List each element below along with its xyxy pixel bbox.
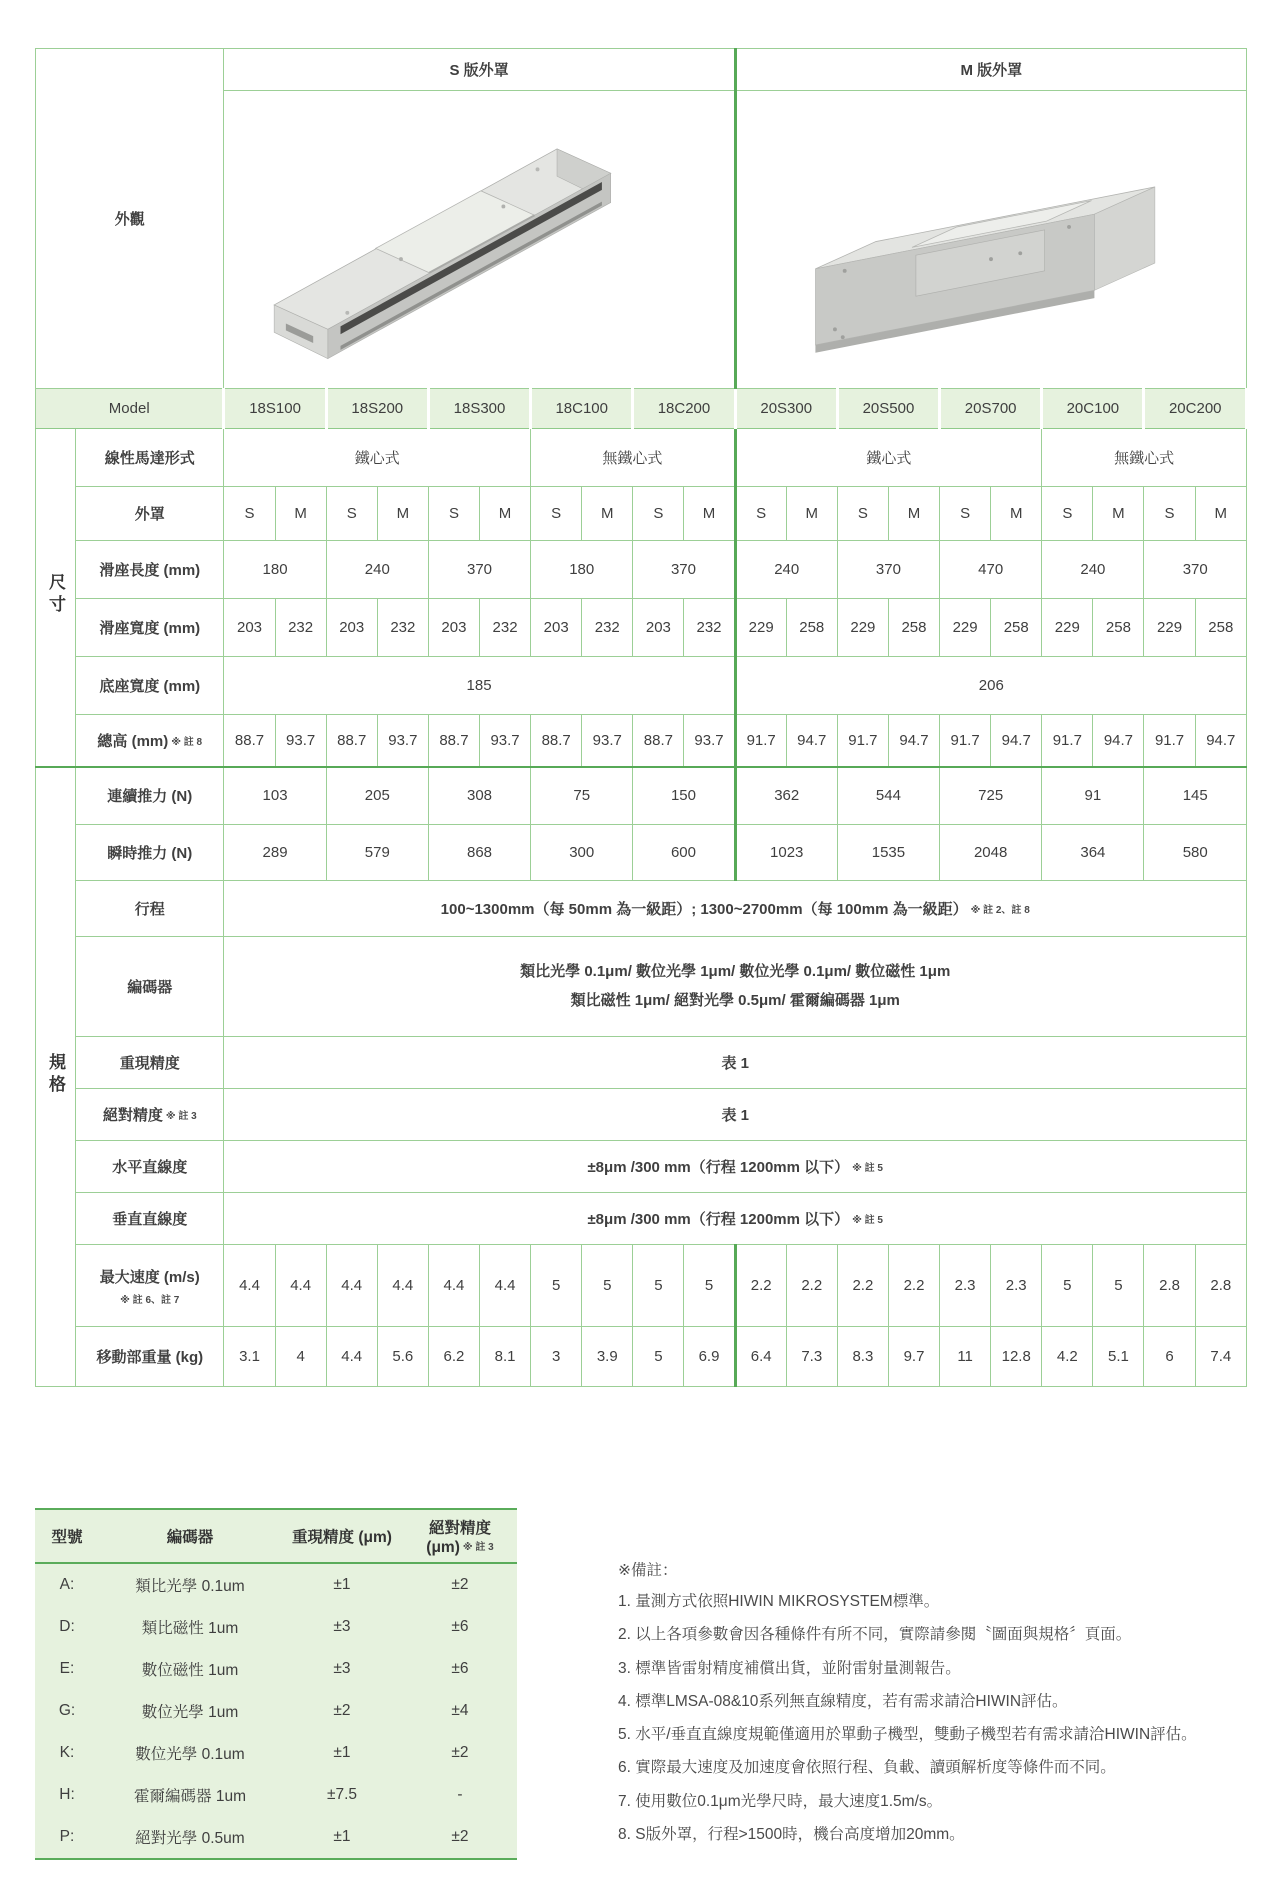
- slider-width-cell: 232: [275, 599, 326, 657]
- base-width-cell: 185: [224, 657, 735, 715]
- enc-repeatability-cell: ±1: [333, 1744, 351, 1761]
- slider-length-cell: 470: [940, 541, 1042, 599]
- moving-weight-cell: 4.4: [326, 1327, 377, 1387]
- group-label-specs: [36, 767, 76, 1387]
- encoder-table-row: [35, 1648, 517, 1690]
- slider-width-cell: 258: [1093, 599, 1144, 657]
- enc-absolute-cell: ±6: [451, 1618, 469, 1635]
- max-speed-cell: 2.2: [735, 1245, 786, 1327]
- cover-type-cell: M: [480, 487, 531, 541]
- vertical-straightness-note: ※ 註 5: [852, 1215, 883, 1226]
- base-width-cell: 206: [735, 657, 1246, 715]
- enc-encoder-cell: 數位光學 0.1um: [135, 1746, 245, 1763]
- enc-repeatability-cell: ±1: [333, 1576, 351, 1593]
- moving-weight-cell: 4: [275, 1327, 326, 1387]
- enc-repeatability-cell: ±3: [333, 1618, 351, 1635]
- total-height-cell: 94.7: [991, 715, 1042, 767]
- peak-force-cell: 300: [531, 825, 633, 881]
- motor-type-cell: 鐵心式: [735, 429, 1042, 487]
- horizontal-straightness-note: ※ 註 5: [852, 1163, 883, 1174]
- continuous-force-cell: 544: [837, 767, 939, 825]
- slider-width-cell: 258: [888, 599, 939, 657]
- slider-length-cell: 240: [326, 541, 428, 599]
- enc-code-cell: D:: [59, 1618, 75, 1635]
- enc-header-repeatability: 重現精度 (μm): [281, 1509, 403, 1563]
- total-height-cell: 88.7: [531, 715, 582, 767]
- max-speed-cell: 2.2: [888, 1245, 939, 1327]
- peak-force-cell: 2048: [940, 825, 1042, 881]
- encoder-table-header-row: [35, 1509, 517, 1563]
- moving-weight-cell: 3.1: [224, 1327, 275, 1387]
- total-height-cell: 91.7: [735, 715, 786, 767]
- slider-width-cell: 232: [377, 599, 428, 657]
- max-speed-cell: 5: [633, 1245, 684, 1327]
- slider-length-cell: 180: [224, 541, 326, 599]
- row-label-total-height: [76, 715, 224, 767]
- motor-type-cell: 無鐵心式: [1042, 429, 1247, 487]
- max-speed-cell: 2.8: [1195, 1245, 1246, 1327]
- slider-width-cell: 203: [224, 599, 275, 657]
- moving-weight-cell: 6.4: [735, 1327, 786, 1387]
- max-speed-cell: 2.3: [940, 1245, 991, 1327]
- total-height-label-text: 總高 (mm): [97, 732, 169, 750]
- slider-length-cell: 240: [735, 541, 837, 599]
- specs-vertical-label: 規格: [46, 1052, 66, 1097]
- moving-weight-cell: 3: [531, 1327, 582, 1387]
- enc-code-cell: P:: [35, 1816, 99, 1859]
- enc-header-code: 型號: [35, 1509, 99, 1563]
- enc-encoder-cell: 數位光學 1um: [141, 1704, 239, 1721]
- model-name-cell: 18S300: [428, 389, 530, 429]
- cover-type-cell: S: [428, 487, 479, 541]
- total-height-cell: 88.7: [428, 715, 479, 767]
- moving-weight-cell: 3.9: [582, 1327, 633, 1387]
- enc-absolute-cell: ±2: [451, 1576, 469, 1593]
- dimensions-vertical-label: 尺寸: [46, 573, 66, 618]
- cover-type-cell: M: [1093, 487, 1144, 541]
- max-speed-cell: 5: [1093, 1245, 1144, 1327]
- total-height-cell: 91.7: [1042, 715, 1093, 767]
- cover-type-cell: S: [531, 487, 582, 541]
- moving-weight-cell: 8.3: [837, 1327, 888, 1387]
- continuous-force-cell: 362: [735, 767, 837, 825]
- total-height-cell: 93.7: [684, 715, 735, 767]
- motor-type-cell: 鐵心式: [224, 429, 531, 487]
- slider-length-cell: 370: [1144, 541, 1247, 599]
- moving-weight-cell: 5.6: [377, 1327, 428, 1387]
- encoder-table-row: [35, 1690, 517, 1732]
- continuous-force-cell: 91: [1042, 767, 1144, 825]
- slider-width-cell: 258: [786, 599, 837, 657]
- cover-type-cell: M: [377, 487, 428, 541]
- max-speed-cell: 5: [684, 1245, 735, 1327]
- stroke-value-cell: [224, 881, 1247, 937]
- enc-repeatability-cell: ±3: [333, 1660, 351, 1677]
- max-speed-cell: 2.8: [1144, 1245, 1195, 1327]
- encoder-value-cell: [224, 937, 1247, 1037]
- enc-repeatability-cell: ±1: [281, 1816, 403, 1859]
- slider-width-cell: 258: [1195, 599, 1246, 657]
- row-label-moving-weight: 移動部重量 (kg): [76, 1327, 224, 1387]
- slider-width-cell: 229: [1042, 599, 1093, 657]
- enc-code-cell: A:: [59, 1576, 75, 1593]
- row-label-slider-width: 滑座寬度 (mm): [76, 599, 224, 657]
- slider-length-cell: 240: [1042, 541, 1144, 599]
- total-height-cell: 91.7: [837, 715, 888, 767]
- cover-type-cell: M: [275, 487, 326, 541]
- continuous-force-cell: 308: [428, 767, 530, 825]
- model-name-cell: 18S100: [224, 389, 326, 429]
- cover-type-cell: M: [786, 487, 837, 541]
- continuous-force-cell: 145: [1144, 767, 1247, 825]
- moving-weight-cell: 7.3: [786, 1327, 837, 1387]
- encoder-table-row: [35, 1732, 517, 1774]
- horizontal-straightness-text: ±8μm /300 mm（行程 1200mm 以下）: [587, 1159, 850, 1176]
- max-speed-cell: 5: [531, 1245, 582, 1327]
- note-item: 6. 實際最大速度及加速度會依照行程、負載、讀頭解析度等條件而不同。: [618, 1759, 1116, 1777]
- model-name-cell: 20S500: [837, 389, 939, 429]
- cover-type-cell: S: [735, 487, 786, 541]
- slider-width-cell: 258: [991, 599, 1042, 657]
- cover-type-cell: S: [326, 487, 377, 541]
- max-speed-cell: 2.2: [837, 1245, 888, 1327]
- model-name-cell: 18S200: [326, 389, 428, 429]
- slider-length-cell: 370: [428, 541, 530, 599]
- encoder-table-row: [35, 1563, 517, 1606]
- encoder-accuracy-table: [35, 1508, 517, 1860]
- note-item: 1. 量測方式依照HIWIN MIKROSYSTEM標準。: [618, 1593, 940, 1610]
- moving-weight-cell: 7.4: [1195, 1327, 1246, 1387]
- note-item: 4. 標準LMSA-08&10系列無直線精度，若有需求請洽HIWIN評估。: [618, 1692, 1068, 1710]
- enc-code-cell: E:: [59, 1660, 75, 1677]
- stroke-note: ※ 註 2、註 8: [970, 905, 1030, 916]
- note-item: 7. 使用數位0.1μm光學尺時，最大速度1.5m/s。: [618, 1792, 943, 1810]
- peak-force-cell: 1535: [837, 825, 939, 881]
- continuous-force-cell: 205: [326, 767, 428, 825]
- enc-header-absolute-note: ※ 註 3: [462, 1541, 494, 1553]
- group-label-dimensions: [36, 429, 76, 767]
- horizontal-straightness-value-cell: [224, 1141, 1247, 1193]
- total-height-cell: 88.7: [326, 715, 377, 767]
- model-name-cell: 20C200: [1144, 389, 1247, 429]
- notes-section: [618, 1558, 1283, 1856]
- slider-length-cell: 370: [837, 541, 939, 599]
- row-label-encoder: 編碼器: [76, 937, 224, 1037]
- appearance-label-cell: 外觀: [36, 49, 224, 389]
- cover-type-cell: M: [1195, 487, 1246, 541]
- slider-width-cell: 229: [735, 599, 786, 657]
- slider-width-cell: 229: [837, 599, 888, 657]
- total-height-cell: 88.7: [633, 715, 684, 767]
- enc-header-absolute: [403, 1509, 517, 1563]
- repeatability-value-cell: 表 1: [224, 1037, 1247, 1089]
- row-label-absolute-accuracy: [76, 1089, 224, 1141]
- max-speed-cell: 4.4: [224, 1245, 275, 1327]
- model-name-cell: 18C100: [531, 389, 633, 429]
- note-item: 8. S版外罩，行程>1500時，機台高度增加20mm。: [618, 1825, 965, 1843]
- slider-width-cell: 232: [480, 599, 531, 657]
- encoder-table-row: [35, 1816, 517, 1859]
- total-height-cell: 88.7: [224, 715, 275, 767]
- encoder-table-row: [35, 1774, 517, 1816]
- peak-force-cell: 868: [428, 825, 530, 881]
- peak-force-cell: 289: [224, 825, 326, 881]
- enc-absolute-cell: -: [457, 1786, 463, 1803]
- enc-header-encoder: 編碼器: [99, 1509, 281, 1563]
- absolute-accuracy-value-cell: 表 1: [224, 1089, 1247, 1141]
- model-name-cell: 20S300: [735, 389, 837, 429]
- total-height-cell: 93.7: [275, 715, 326, 767]
- row-label-vertical-straightness: 垂直直線度: [76, 1193, 224, 1245]
- enc-encoder-cell: 霍爾編碼器 1um: [134, 1788, 246, 1805]
- total-height-cell: 94.7: [1195, 715, 1246, 767]
- m-cover-header: M 版外罩: [735, 49, 1246, 91]
- enc-encoder-cell: 類比光學 0.1um: [135, 1578, 245, 1595]
- enc-repeatability-cell: ±7.5: [326, 1786, 358, 1803]
- continuous-force-cell: 150: [633, 767, 735, 825]
- moving-weight-cell: 11: [940, 1327, 991, 1387]
- row-label-motor-type: 線性馬達形式: [76, 429, 224, 487]
- max-speed-cell: 2.3: [991, 1245, 1042, 1327]
- model-name-cell: 20C100: [1042, 389, 1144, 429]
- max-speed-cell: 4.4: [480, 1245, 531, 1327]
- m-cover-product-image: [766, 105, 1216, 383]
- cover-type-cell: S: [1144, 487, 1195, 541]
- cover-type-cell: S: [633, 487, 684, 541]
- slider-width-cell: 203: [428, 599, 479, 657]
- total-height-cell: 93.7: [480, 715, 531, 767]
- slider-width-cell: 232: [582, 599, 633, 657]
- continuous-force-cell: 75: [531, 767, 633, 825]
- note-item: 2. 以上各項參數會因各種條件有所不同，實際請參閱〝圖面與規格〞頁面。: [618, 1626, 1132, 1644]
- max-speed-note: ※ 註 6、註 7: [120, 1294, 180, 1306]
- peak-force-cell: 580: [1144, 825, 1247, 881]
- motor-type-cell: 無鐵心式: [531, 429, 736, 487]
- note-item: 3. 標準皆雷射精度補償出貨，並附雷射量測報告。: [618, 1659, 961, 1677]
- row-label-max-speed: [76, 1245, 224, 1327]
- encoder-line-2: 類比磁性 1μm/ 絕對光學 0.5μm/ 霍爾編碼器 1μm: [570, 991, 900, 1009]
- note-item: 5. 水平/垂直直線度規範僅適用於單動子機型，雙動子機型若有需求請洽HIWIN評估。: [618, 1726, 1197, 1743]
- enc-absolute-cell: ±4: [451, 1702, 469, 1719]
- max-speed-cell: 4.4: [377, 1245, 428, 1327]
- peak-force-cell: 600: [633, 825, 735, 881]
- s-cover-header: S 版外罩: [224, 49, 735, 91]
- moving-weight-cell: 9.7: [888, 1327, 939, 1387]
- slider-width-cell: 232: [684, 599, 735, 657]
- model-name-cell: 18C200: [633, 389, 735, 429]
- total-height-cell: 91.7: [1144, 715, 1195, 767]
- enc-encoder-cell: 絕對光學 0.5um: [99, 1816, 281, 1859]
- max-speed-cell: 4.4: [326, 1245, 377, 1327]
- row-label-horizontal-straightness: 水平直線度: [76, 1141, 224, 1193]
- enc-encoder-cell: 數位磁性 1um: [141, 1662, 239, 1679]
- total-height-cell: 94.7: [786, 715, 837, 767]
- enc-header-absolute-text: 絕對精度 (μm): [426, 1519, 491, 1556]
- moving-weight-cell: 6.9: [684, 1327, 735, 1387]
- cover-type-cell: M: [582, 487, 633, 541]
- spec-section: [35, 48, 1248, 1387]
- moving-weight-cell: 5: [633, 1327, 684, 1387]
- continuous-force-cell: 103: [224, 767, 326, 825]
- moving-weight-cell: 6.2: [428, 1327, 479, 1387]
- enc-encoder-cell: 類比磁性 1um: [141, 1620, 239, 1637]
- peak-force-cell: 1023: [735, 825, 837, 881]
- cover-type-cell: M: [888, 487, 939, 541]
- max-speed-label-text: 最大速度 (m/s): [99, 1268, 200, 1286]
- total-height-note: ※ 註 8: [171, 736, 203, 748]
- slider-width-cell: 229: [940, 599, 991, 657]
- peak-force-cell: 364: [1042, 825, 1144, 881]
- encoder-table-row: [35, 1606, 517, 1648]
- total-height-cell: 93.7: [582, 715, 633, 767]
- s-cover-product-image: [254, 105, 704, 383]
- cover-type-cell: M: [991, 487, 1042, 541]
- slider-width-cell: 203: [633, 599, 684, 657]
- total-height-cell: 91.7: [940, 715, 991, 767]
- slider-width-cell: 203: [326, 599, 377, 657]
- encoder-table-body: [35, 1563, 517, 1859]
- cover-type-cell: M: [684, 487, 735, 541]
- notes-list: [618, 1590, 1283, 1846]
- row-label-slider-length: 滑座長度 (mm): [76, 541, 224, 599]
- row-label-peak-force: 瞬時推力 (N): [76, 825, 224, 881]
- cover-type-cell: S: [837, 487, 888, 541]
- enc-code-cell: G:: [58, 1702, 76, 1719]
- peak-force-cell: 579: [326, 825, 428, 881]
- slider-width-cell: 229: [1144, 599, 1195, 657]
- max-speed-cell: 2.2: [786, 1245, 837, 1327]
- max-speed-cell: 5: [582, 1245, 633, 1327]
- row-label-continuous-force: 連續推力 (N): [76, 767, 224, 825]
- continuous-force-cell: 725: [940, 767, 1042, 825]
- enc-repeatability-cell: ±2: [333, 1702, 351, 1719]
- vertical-straightness-value-cell: [224, 1193, 1247, 1245]
- max-speed-cell: 5: [1042, 1245, 1093, 1327]
- cover-type-cell: S: [224, 487, 275, 541]
- moving-weight-cell: 4.2: [1042, 1327, 1093, 1387]
- encoder-line-1: 類比光學 0.1μm/ 數位光學 1μm/ 數位光學 0.1μm/ 數位磁性 1μm: [520, 963, 951, 980]
- s-cover-photo-cell: [224, 91, 735, 389]
- model-name-cell: 20S700: [940, 389, 1042, 429]
- enc-code-cell: H:: [59, 1786, 75, 1803]
- row-label-cover: 外罩: [76, 487, 224, 541]
- enc-absolute-cell: ±2: [451, 1744, 469, 1761]
- m-cover-photo-cell: [735, 91, 1246, 389]
- row-label-base-width: 底座寬度 (mm): [76, 657, 224, 715]
- max-speed-cell: 4.4: [275, 1245, 326, 1327]
- slider-width-cell: 203: [531, 599, 582, 657]
- model-header-label: Model: [36, 389, 224, 429]
- moving-weight-cell: 8.1: [480, 1327, 531, 1387]
- absolute-accuracy-label-text: 絕對精度: [102, 1107, 163, 1124]
- slider-length-cell: 180: [531, 541, 633, 599]
- max-speed-cell: 4.4: [428, 1245, 479, 1327]
- moving-weight-cell: 12.8: [991, 1327, 1042, 1387]
- moving-weight-cell: 6: [1144, 1327, 1195, 1387]
- notes-heading: ※備註：: [618, 1562, 678, 1579]
- enc-absolute-cell: ±6: [451, 1660, 469, 1677]
- vertical-straightness-text: ±8μm /300 mm（行程 1200mm 以下）: [587, 1211, 850, 1228]
- moving-weight-cell: 5.1: [1093, 1327, 1144, 1387]
- row-label-repeatability: 重現精度: [76, 1037, 224, 1089]
- row-label-stroke: 行程: [76, 881, 224, 937]
- total-height-cell: 94.7: [1093, 715, 1144, 767]
- stroke-value-text: 100~1300mm（每 50mm 為一級距）; 1300~2700mm（每 100mm 為一級距）: [440, 901, 968, 918]
- total-height-cell: 93.7: [377, 715, 428, 767]
- slider-length-cell: 370: [633, 541, 735, 599]
- total-height-cell: 94.7: [888, 715, 939, 767]
- main-spec-table: [35, 48, 1248, 1387]
- cover-type-cell: S: [1042, 487, 1093, 541]
- absolute-accuracy-note: ※ 註 3: [165, 1111, 197, 1122]
- enc-code-cell: K:: [59, 1744, 75, 1761]
- enc-absolute-cell: ±2: [403, 1816, 517, 1859]
- cover-type-cell: S: [940, 487, 991, 541]
